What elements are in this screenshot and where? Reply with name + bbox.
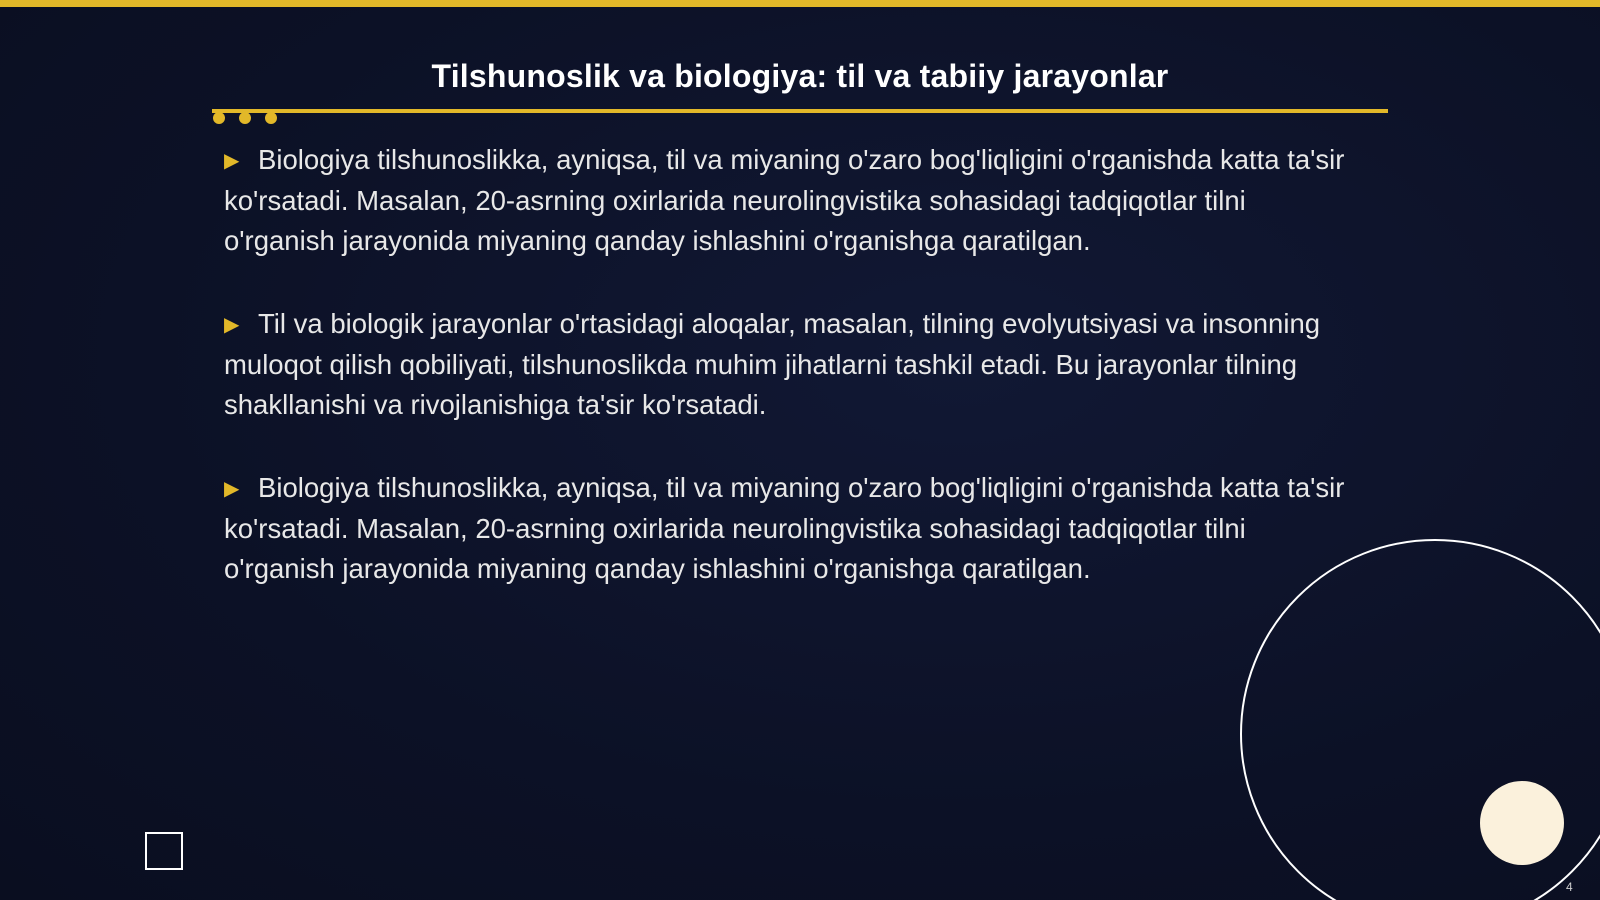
bullet-text: Til va biologik jarayonlar o'rtasidagi aloqalar, masalan, tilning evolyutsiyasi va insonning muloqot qilish qobiliyati, tilshunoslikda muhim jihatlarni tashkil etadi. Bu jarayonlar tilning shakllanishi va rivojlanishiga ta'sir ko'rsatadi. [224, 308, 1321, 420]
decorative-dot [265, 112, 277, 124]
decorative-square [145, 832, 183, 870]
decorative-circle-filled [1480, 781, 1564, 865]
slide-title: Tilshunoslik va biologiya: til va tabiiy jarayonlar [431, 58, 1169, 94]
triangle-right-icon: ▶ [224, 478, 240, 500]
bullet-text: Biologiya tilshunoslikka, ayniqsa, til va miyaning o'zaro bog'liqligini o'rganishda katta ta'sir ko'rsatadi. Masalan, 20-asrning oxirlarida neurolingvistika sohasidagi tadqiqotlar tilni o'rganish jarayonida miyaning qanday ishlashini o'rganishga qaratilgan. [224, 472, 1345, 584]
top-accent-bar [0, 0, 1600, 7]
triangle-right-icon: ▶ [224, 314, 240, 336]
bullet-paragraph-3 [224, 468, 1364, 589]
decorative-dot [239, 112, 251, 124]
decorative-dot [213, 112, 225, 124]
bullet-text: Biologiya tilshunoslikka, ayniqsa, til va miyaning o'zaro bog'liqligini o'rganishda katta ta'sir ko'rsatadi. Masalan, 20-asrning oxirlarida neurolingvistika sohasidagi tadqiqotlar tilni o'rganish jarayonida miyaning qanday ishlashini o'rganishga qaratilgan. [224, 144, 1345, 256]
bullet-list [224, 140, 1364, 632]
title-underline [212, 109, 1388, 113]
bullet-paragraph-2 [224, 304, 1364, 425]
bullet-paragraph-1 [224, 140, 1364, 261]
triangle-right-icon: ▶ [224, 150, 240, 172]
page-number: 4 [1566, 880, 1573, 894]
